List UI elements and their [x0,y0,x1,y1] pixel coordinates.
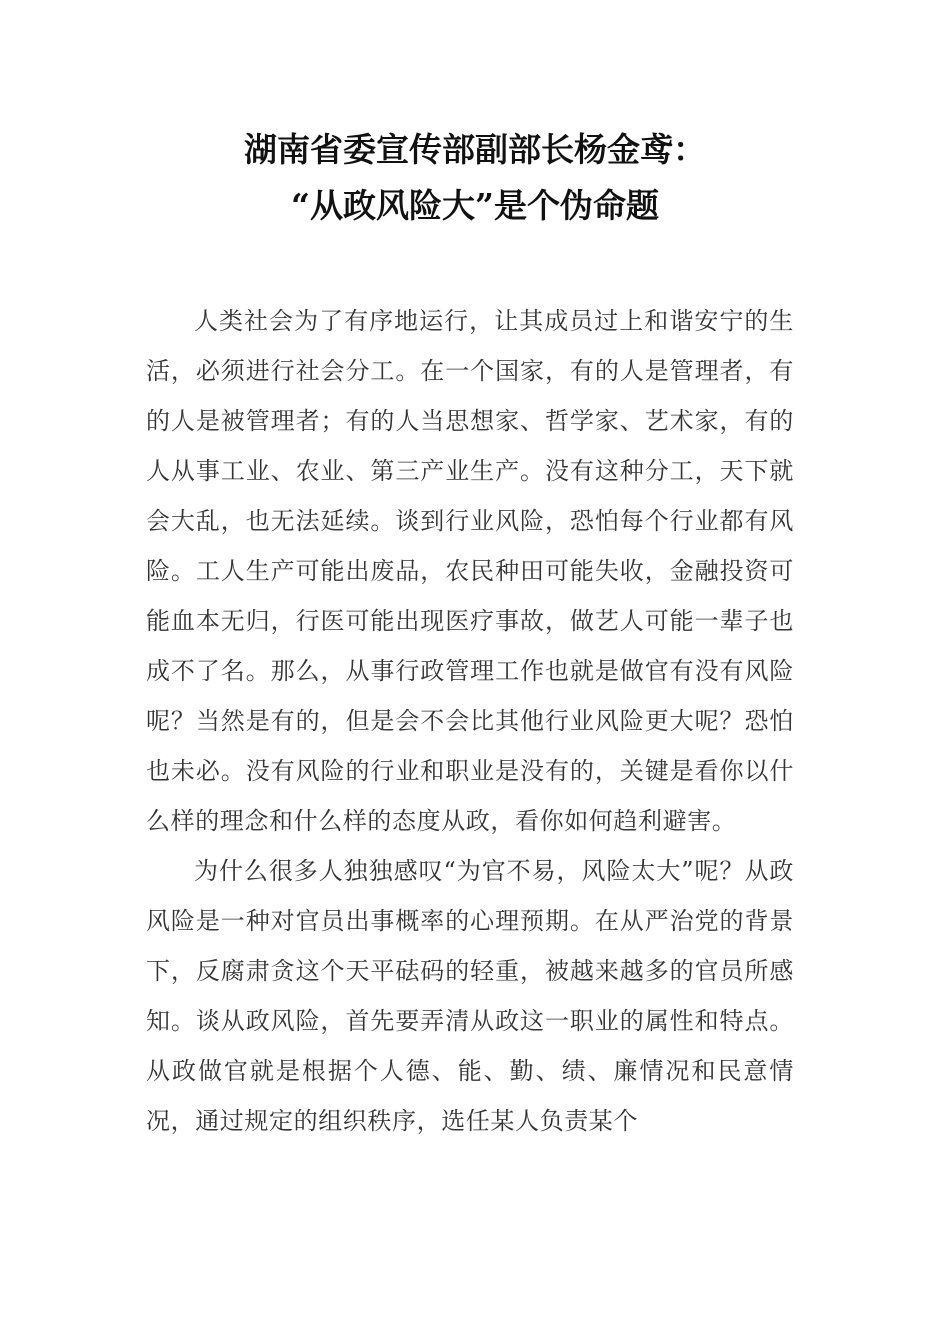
body-paragraph-2: 为什么很多人独独感叹“为官不易，风险太大”呢？从政风险是一种对官员出事概率的心理预期。在从严治党的背景下，反腐肃贪这个天平砝码的轻重，被越来越多的官员所感知。谈从政风险，首先要弄清从政这一职业的属性和特点。从政做官就是根据个人德、能、勤、绩、廉情况和民意情况，通过规定的组织秩序，选任某人负责某个 [146,857,794,1135]
document-title-line-2: “从政风险大”是个伪命题 [291,186,659,225]
body-paragraph-1: 人类社会为了有序地运行，让其成员过上和谐安宁的生活，必须进行社会分工。在一个国家，有的人是管理者，有的人是被管理者；有的人当思想家、哲学家、艺术家，有的人从事工业、农业、第三产业生产。没有这种分工，天下就会大乱，也无法延续。谈到行业风险，恐怕每个行业都有风险。工人生产可能出废品，农民种田可能失收，金融投资可能血本无归，行医可能出现医疗事故，做艺人可能一辈子也成不了名。那么，从事行政管理工作也就是做官有没有风险呢？当然是有的，但是会不会比其他行业风险更大呢？恐怕也未必。没有风险的行业和职业是没有的，关键是看你以什么样的理念和什么样的态度从政，看你如何趋利避害。 [146,307,794,835]
document-body [146,296,794,1146]
document-title-line-1: 湖南省委宣传部副部长杨金鸢： [244,130,706,169]
